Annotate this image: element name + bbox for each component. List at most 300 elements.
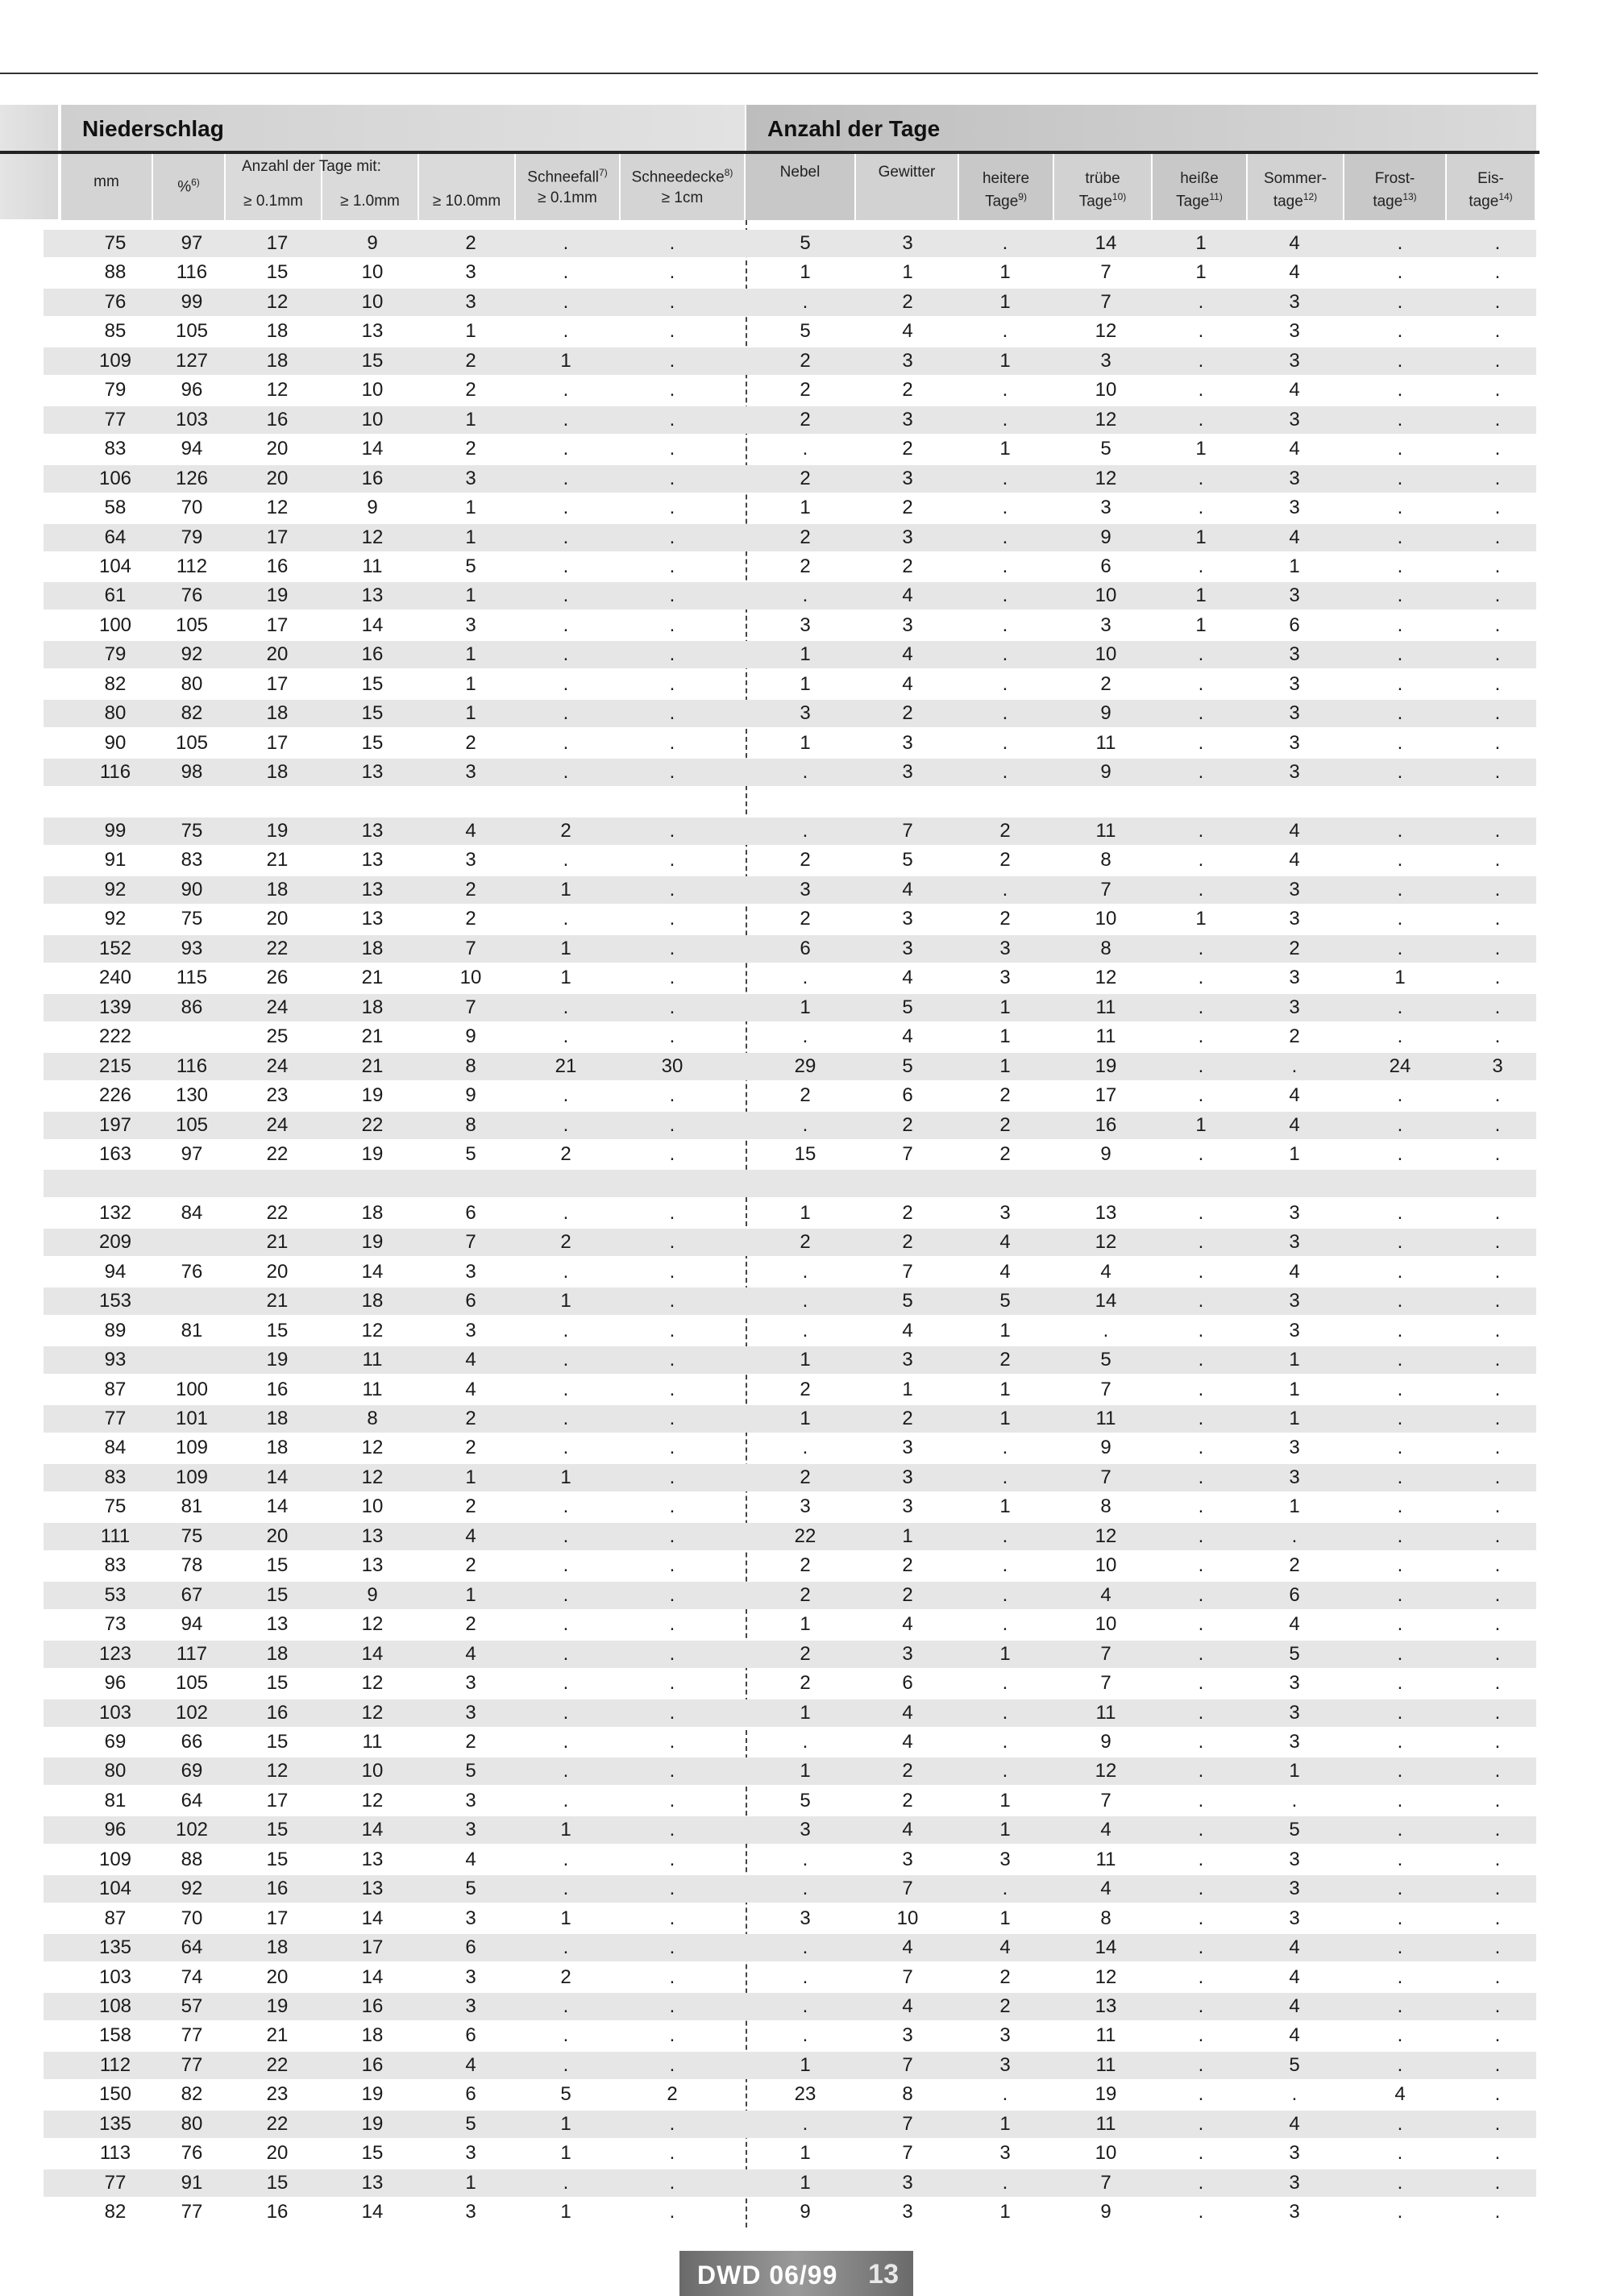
column-header — [959, 154, 1054, 220]
table-cell: 1 — [800, 672, 811, 695]
table-cell: . — [1002, 761, 1008, 784]
table-cell: 2 — [465, 1730, 476, 1753]
table-cell: . — [1397, 584, 1403, 607]
table-cell: 3 — [465, 1965, 476, 1988]
table-cell: 19 — [266, 1995, 289, 2017]
table-row — [44, 935, 1536, 963]
table-cell: . — [563, 996, 569, 1018]
table-cell: 113 — [99, 2142, 131, 2165]
table-cell: 2 — [902, 1231, 913, 1254]
table-cell: 13 — [361, 908, 384, 930]
footnote-ref: 9) — [1018, 191, 1027, 202]
table-cell: 21 — [266, 1290, 289, 1312]
column-header-label: Nebel — [779, 164, 821, 181]
table-cell: 1 — [800, 1760, 811, 1782]
table-cell: 9 — [800, 2201, 811, 2223]
table-cell: . — [1494, 1583, 1501, 1606]
table-cell: 16 — [266, 408, 289, 430]
table-cell: 11 — [1095, 1848, 1116, 1870]
table-cell: 85 — [104, 320, 127, 343]
table-cell: . — [669, 908, 675, 930]
table-cell: 5 — [465, 1760, 476, 1782]
table-cell: . — [1397, 2112, 1403, 2135]
table-cell: 6 — [800, 937, 811, 959]
table-cell: 12 — [1095, 320, 1117, 343]
table-cell: . — [1397, 1789, 1403, 1811]
table-cell: 75 — [104, 232, 127, 254]
table-cell: . — [669, 379, 675, 401]
table-cell: . — [669, 967, 675, 989]
table-cell: 3 — [902, 908, 913, 930]
table-cell: . — [1002, 1466, 1008, 1488]
table-cell: 14 — [361, 2201, 384, 2223]
table-cell: 2 — [465, 1613, 476, 1636]
table-row — [44, 2140, 1536, 2167]
table-cell: 1 — [560, 878, 571, 901]
table-cell: 16 — [361, 467, 384, 489]
table-cell: 9 — [465, 1084, 476, 1107]
table-cell: 13 — [361, 1848, 384, 1870]
table-cell: . — [669, 2024, 675, 2047]
table-cell: . — [1002, 643, 1008, 666]
table-cell: . — [669, 1290, 675, 1312]
table-cell: 12 — [266, 1760, 289, 1782]
table-cell: 1 — [999, 1408, 1011, 1429]
table-cell: 5 — [560, 2083, 571, 2106]
table-cell: . — [1494, 1142, 1501, 1165]
table-cell: 2 — [902, 290, 913, 313]
table-cell: 7 — [902, 2112, 913, 2135]
table-cell: . — [1494, 1936, 1501, 1959]
column-header — [516, 154, 621, 220]
table-cell: 97 — [181, 1142, 203, 1165]
table-row — [44, 1493, 1536, 1520]
table-cell: 19 — [361, 1142, 384, 1165]
table-cell: 76 — [181, 584, 203, 607]
column-header-label: Eis- — [1477, 170, 1504, 187]
column-header — [61, 154, 153, 220]
table-cell: 94 — [181, 438, 203, 460]
table-cell: 1 — [999, 438, 1011, 460]
table-cell: . — [1198, 2024, 1204, 2047]
table-cell: . — [1198, 379, 1204, 401]
table-cell: . — [1002, 1878, 1008, 1900]
table-cell: . — [1397, 1408, 1403, 1429]
table-cell: 15 — [266, 1554, 289, 1577]
column-header-label: ≥ 1cm — [661, 189, 704, 206]
table-cell: . — [1397, 1524, 1403, 1547]
column-header-label: Sommer- — [1263, 170, 1327, 187]
table-row — [44, 1053, 1536, 1080]
table-cell: 1 — [465, 1583, 476, 1606]
table-cell: . — [1494, 1495, 1501, 1518]
table-cell: 58 — [104, 497, 127, 519]
footnote-ref: 12) — [1302, 191, 1318, 202]
table-cell: 12 — [1095, 1760, 1117, 1782]
table-cell: 13 — [361, 1878, 384, 1900]
table-row — [44, 1258, 1536, 1286]
table-cell: 1 — [999, 1907, 1011, 1929]
table-cell: 3 — [465, 849, 476, 871]
table-cell: . — [669, 2112, 675, 2135]
table-cell: . — [1494, 2112, 1501, 2135]
table-cell: 4 — [1289, 526, 1300, 548]
table-cell: . — [1002, 320, 1008, 343]
table-row — [44, 1905, 1536, 1932]
table-cell: 215 — [98, 1054, 132, 1077]
table-cell: 6 — [902, 1084, 913, 1107]
table-cell: 1 — [560, 1466, 571, 1488]
table-cell: . — [1002, 526, 1008, 548]
table-cell: . — [1494, 2024, 1501, 2047]
table-cell: 103 — [175, 408, 209, 430]
table-cell: 3 — [1289, 1701, 1300, 1724]
table-cell: 2 — [999, 1349, 1011, 1371]
table-cell: 3 — [1289, 2171, 1300, 2194]
table-cell: . — [1198, 761, 1204, 784]
table-cell: 66 — [181, 1730, 203, 1753]
table-cell: . — [1198, 1201, 1204, 1224]
table-cell: 3 — [1289, 1290, 1300, 1312]
column-header — [1248, 154, 1344, 220]
table-cell: 22 — [266, 2112, 289, 2135]
table-row — [44, 1287, 1536, 1315]
table-cell: 108 — [98, 1995, 132, 2017]
table-cell: 2 — [465, 438, 476, 460]
table-cell: 14 — [361, 1965, 384, 1988]
table-cell: 6 — [465, 2024, 476, 2047]
table-cell: 13 — [361, 320, 384, 343]
column-header — [746, 154, 856, 220]
table-cell: 15 — [266, 1672, 289, 1695]
table-cell: 109 — [98, 349, 132, 372]
table-cell: . — [802, 1113, 808, 1136]
table-cell: . — [1397, 761, 1403, 784]
table-cell: 100 — [175, 1378, 209, 1400]
table-cell: 3 — [902, 614, 913, 636]
table-cell: 10 — [1095, 1554, 1117, 1577]
table-cell: 5 — [800, 1789, 811, 1811]
table-cell: 2 — [800, 908, 811, 930]
table-cell: 1 — [1195, 1113, 1207, 1136]
table-row — [44, 435, 1536, 463]
table-cell: . — [563, 232, 569, 254]
table-cell: . — [1494, 820, 1501, 842]
table-cell: 7 — [902, 820, 913, 842]
table-cell: 3 — [1289, 320, 1300, 343]
table-cell: 3 — [902, 761, 913, 784]
table-cell: . — [1198, 1349, 1204, 1371]
table-cell: 2 — [560, 1142, 571, 1165]
table-cell: . — [1397, 1231, 1403, 1254]
table-cell: 3 — [999, 967, 1011, 989]
column-header — [621, 154, 746, 220]
table-cell: 1 — [1195, 261, 1207, 284]
table-cell: 152 — [98, 937, 132, 959]
table-cell: 105 — [175, 1113, 209, 1136]
table-cell: 2 — [999, 849, 1011, 871]
table-row — [44, 1405, 1536, 1433]
table-cell: . — [1397, 1349, 1403, 1371]
table-cell: . — [802, 1025, 808, 1048]
table-cell: 14 — [266, 1466, 289, 1488]
table-cell: 2 — [902, 555, 913, 577]
table-cell: . — [1494, 1466, 1501, 1488]
table-cell: . — [1198, 967, 1204, 989]
table-cell: 69 — [181, 1760, 203, 1782]
table-cell: 87 — [104, 1907, 127, 1929]
table-cell: . — [1198, 1142, 1204, 1165]
table-cell: 1 — [1195, 584, 1207, 607]
table-cell: . — [669, 1848, 675, 1870]
table-cell: . — [1002, 878, 1008, 901]
table-cell: 23 — [266, 1084, 289, 1107]
table-cell: 7 — [1100, 1642, 1111, 1665]
table-cell: . — [1397, 1878, 1403, 1900]
column-header-label: Tage — [1176, 193, 1210, 210]
table-row — [44, 1934, 1536, 1961]
table-cell: 53 — [104, 1583, 127, 1606]
table-cell: . — [563, 1936, 569, 1959]
table-cell: 83 — [104, 1466, 127, 1488]
table-cell: 17 — [266, 672, 289, 695]
column-header-label: tage — [1273, 193, 1303, 210]
table-cell: 16 — [266, 1378, 289, 1400]
table-cell: 4 — [902, 1819, 913, 1841]
table-cell: 3 — [465, 1907, 476, 1929]
table-row — [44, 376, 1536, 404]
table-cell: . — [669, 320, 675, 343]
table-cell: . — [1198, 1878, 1204, 1900]
table-cell: 16 — [266, 2201, 289, 2223]
table-cell: 77 — [104, 1408, 127, 1429]
table-cell: . — [1002, 232, 1008, 254]
table-cell: 17 — [1095, 1084, 1117, 1107]
table-cell: 101 — [175, 1408, 209, 1429]
table-cell: 4 — [1289, 438, 1300, 460]
table-cell: 9 — [367, 1583, 378, 1606]
table-cell: 3 — [902, 526, 913, 548]
table-cell: 104 — [98, 555, 132, 577]
table-cell: . — [669, 1760, 675, 1782]
table-cell: . — [563, 1113, 569, 1136]
table-cell: 4 — [1289, 232, 1300, 254]
table-cell: . — [1397, 908, 1403, 930]
table-cell: 2 — [1289, 1554, 1300, 1577]
table-cell: . — [1494, 1907, 1501, 1929]
table-cell: 209 — [98, 1231, 132, 1254]
table-cell: 3 — [999, 1848, 1011, 1870]
table-cell: 13 — [1095, 1201, 1117, 1224]
table-cell: . — [669, 1965, 675, 1988]
column-header-label: tage — [1373, 193, 1403, 210]
table-cell: 11 — [362, 1349, 383, 1371]
table-cell: . — [563, 1613, 569, 1636]
table-cell: . — [1397, 497, 1403, 519]
table-cell: 14 — [361, 1260, 384, 1283]
table-cell: 109 — [175, 1437, 209, 1459]
table-cell: 163 — [98, 1142, 132, 1165]
table-cell: 3 — [465, 1319, 476, 1341]
table-cell: . — [669, 584, 675, 607]
table-cell: . — [669, 937, 675, 959]
table-cell: . — [1494, 2142, 1501, 2165]
table-cell: 6 — [1289, 614, 1300, 636]
table-cell: 2 — [465, 232, 476, 254]
table-row — [44, 1023, 1536, 1050]
table-cell: 1 — [465, 2171, 476, 2194]
table-cell: 74 — [181, 1965, 203, 1988]
column-header-label: ≥ 10.0mm — [432, 193, 501, 210]
table-cell: 3 — [1289, 1466, 1300, 1488]
table-cell: 1 — [800, 643, 811, 666]
table-cell: 19 — [361, 1231, 384, 1254]
table-cell: . — [1198, 1260, 1204, 1283]
table-cell: . — [1494, 1349, 1501, 1371]
table-cell: 1 — [902, 1524, 913, 1547]
table-cell: . — [1397, 1613, 1403, 1636]
table-cell: 1 — [999, 2201, 1011, 2223]
table-cell: . — [669, 1936, 675, 1959]
table-cell: 14 — [266, 1495, 289, 1518]
table-cell: 18 — [266, 761, 289, 784]
table-cell: 226 — [98, 1084, 132, 1107]
table-cell: 29 — [794, 1054, 816, 1077]
table-cell: 22 — [361, 1113, 384, 1136]
table-cell: 9 — [1100, 1437, 1111, 1459]
table-cell: . — [1198, 1965, 1204, 1988]
table-row — [44, 2081, 1536, 2108]
table-cell: 4 — [902, 967, 913, 989]
table-cell: . — [802, 1936, 808, 1959]
table-cell: 4 — [1100, 1260, 1111, 1283]
table-cell: 1 — [465, 320, 476, 343]
table-cell: 8 — [1100, 1495, 1111, 1518]
table-cell: 3 — [1289, 731, 1300, 754]
table-cell: . — [563, 1495, 569, 1518]
table-row — [44, 2052, 1536, 2079]
table-cell: 92 — [181, 643, 203, 666]
table-cell: 2 — [999, 1965, 1011, 1988]
table-cell: 19 — [266, 820, 289, 842]
table-cell: . — [1397, 1554, 1403, 1577]
table-cell: . — [802, 290, 808, 313]
table-cell: 3 — [800, 1495, 811, 1518]
table-cell: . — [1494, 2053, 1501, 2076]
table-cell: . — [802, 967, 808, 989]
table-cell: . — [1198, 1730, 1204, 1753]
table-cell: . — [563, 1378, 569, 1400]
table-cell: 3 — [1289, 1672, 1300, 1695]
table-cell: . — [1494, 614, 1501, 636]
table-cell: 14 — [361, 1819, 384, 1841]
table-cell: . — [1494, 1789, 1501, 1811]
table-cell: . — [669, 349, 675, 372]
table-cell: . — [1494, 702, 1501, 725]
table-cell: . — [563, 1701, 569, 1724]
table-cell: 19 — [1095, 1054, 1117, 1077]
table-cell: 11 — [1095, 1025, 1116, 1048]
column-header-label: ≥ 0.1mm — [538, 189, 597, 206]
table-cell: 4 — [902, 1701, 913, 1724]
table-cell: . — [1002, 379, 1008, 401]
table-cell: . — [1397, 1583, 1403, 1606]
table-cell: 4 — [902, 1613, 913, 1636]
table-cell: . — [1494, 1730, 1501, 1753]
table-cell: 2 — [1289, 937, 1300, 959]
table-cell: 93 — [181, 937, 203, 959]
table-cell: 4 — [465, 2053, 476, 2076]
table-row — [44, 817, 1536, 845]
table-cell: . — [1198, 996, 1204, 1018]
table-cell: . — [1397, 1965, 1403, 1988]
footnote-ref: 6) — [191, 177, 200, 188]
table-cell: 12 — [361, 1437, 384, 1459]
table-cell: 84 — [181, 1201, 203, 1224]
table-cell: 10 — [361, 1760, 384, 1782]
table-cell: . — [1494, 937, 1501, 959]
column-header — [1447, 154, 1536, 220]
table-cell: . — [1494, 731, 1501, 754]
table-cell: 135 — [98, 2112, 132, 2135]
table-cell: . — [1397, 1760, 1403, 1782]
table-row — [44, 2111, 1536, 2138]
table-cell: . — [669, 1642, 675, 1665]
table-cell: . — [669, 878, 675, 901]
table-cell: 1 — [465, 584, 476, 607]
table-cell: 5 — [902, 1290, 913, 1312]
table-cell: 5 — [1100, 1349, 1111, 1371]
table-cell: . — [1494, 672, 1501, 695]
table-cell: 20 — [266, 467, 289, 489]
table-cell: 3 — [902, 1495, 913, 1518]
table-cell: . — [1494, 1290, 1501, 1312]
table-cell: . — [1198, 290, 1204, 313]
table-cell: . — [563, 1995, 569, 2017]
table-cell: . — [669, 438, 675, 460]
table-cell: . — [1198, 1701, 1204, 1724]
table-cell: 1 — [800, 261, 811, 284]
table-cell: 19 — [361, 2083, 384, 2106]
table-cell: . — [1198, 1819, 1204, 1841]
table-cell: . — [1198, 1760, 1204, 1782]
table-cell: . — [1198, 349, 1204, 372]
table-row — [44, 1523, 1536, 1550]
table-cell: 4 — [902, 1995, 913, 2017]
table-cell: 3 — [1289, 1878, 1300, 1900]
table-cell: 73 — [104, 1613, 127, 1636]
table-cell: 10 — [361, 261, 384, 284]
table-cell: 11 — [362, 1378, 383, 1400]
table-cell: 6 — [902, 1672, 913, 1695]
table-cell: . — [1002, 467, 1008, 489]
table-cell: 3 — [1289, 996, 1300, 1018]
table-cell: 3 — [465, 761, 476, 784]
table-cell: . — [1397, 2201, 1403, 2223]
table-cell: 2 — [465, 908, 476, 930]
table-cell: . — [1397, 438, 1403, 460]
table-cell: . — [1397, 408, 1403, 430]
footnote-ref: 10) — [1111, 191, 1127, 202]
table-cell: . — [1397, 1319, 1403, 1341]
table-cell: . — [1397, 1495, 1403, 1518]
table-cell: 112 — [99, 2053, 131, 2076]
table-cell: . — [802, 1730, 808, 1753]
table-cell: . — [1198, 878, 1204, 901]
table-cell: . — [1002, 1437, 1008, 1459]
table-cell: 1 — [902, 261, 913, 284]
table-cell: 5 — [1289, 1642, 1300, 1665]
